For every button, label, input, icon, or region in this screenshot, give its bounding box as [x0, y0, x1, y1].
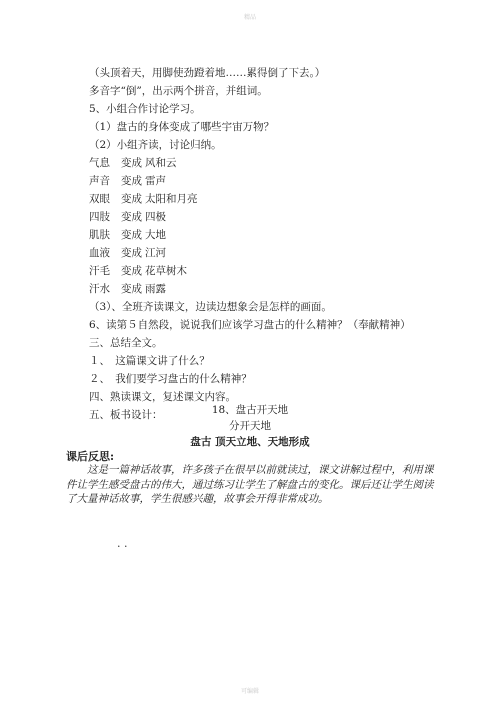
verb: 变成: [121, 157, 142, 169]
transformation-row: [89, 174, 166, 188]
body-part: 肌肤: [89, 229, 110, 241]
board-title: 18、盘古开天地: [211, 404, 289, 416]
result: 雨露: [145, 283, 166, 295]
text-line-polyphone: 多音字“倒”，出示两个拼音，并组词。: [89, 85, 268, 97]
body-part: 声音: [89, 175, 110, 187]
body-part: 血液: [89, 247, 110, 259]
text-line-step5: 5、小组合作讨论学习。: [89, 103, 201, 115]
text-line-step6: 6、读第５自然段，说说我们应该学习盘古的什么精神？（奉献精神）: [89, 319, 411, 331]
text-line-quote: （头顶着天，用脚使劲蹬着地……累得倒了下去。）: [89, 67, 326, 79]
verb: 变成: [121, 211, 142, 223]
section-heading-retell: 四、熟读课文，复述课文内容。: [89, 391, 236, 403]
result: 花草树木: [145, 265, 187, 277]
result: 大地: [145, 229, 166, 241]
transformation-row: [89, 156, 177, 170]
trailing-dots: . .: [117, 537, 128, 550]
verb: 变成: [121, 283, 142, 295]
body-part: 双眼: [89, 193, 110, 205]
body-part: 气息: [89, 157, 110, 169]
text-line-question1: （1）盘古的身体变成了哪些宇宙万物？: [89, 121, 275, 133]
board-line-2: 分开天地: [229, 420, 271, 432]
result: 雷声: [145, 175, 166, 187]
verb: 变成: [121, 193, 142, 205]
transformation-row: [89, 210, 166, 224]
reflection-text: 这是一篇神话故事，许多孩子在很早以前就读过，课文讲解过程中，利用课件让学生感受盘古的伟大，通过练习让学生了解盘古的变化。课后还让学生阅读了大量神话故事，学生很感兴趣，故事会开得非常成功。: [66, 464, 434, 505]
section-heading-summary: 三、总结全文。: [89, 337, 163, 349]
transformation-row: [89, 246, 166, 260]
result: 风和云: [145, 157, 177, 169]
verb: 变成: [121, 265, 142, 277]
header-watermark: 精品: [243, 14, 256, 21]
transformation-row: [89, 228, 166, 242]
result: 四极: [145, 211, 166, 223]
text-line-read-aloud: （3）、全班齐读课文，边读边想象会是怎样的画面。: [89, 301, 332, 313]
verb: 变成: [121, 247, 142, 259]
summary-question-1: １、 这篇课文讲了什么？: [89, 355, 210, 367]
footer-watermark: 可编辑: [240, 688, 259, 695]
body-part: 四肢: [89, 211, 110, 223]
transformation-row: [89, 282, 166, 296]
transformation-row: [89, 192, 198, 206]
body-part: 汗毛: [89, 265, 110, 277]
section-heading-board: 五、板书设计：: [89, 409, 163, 421]
verb: 变成: [121, 229, 142, 241]
verb: 变成: [121, 175, 142, 187]
body-part: 汗水: [89, 283, 110, 295]
board-line-3: 盘古 顶天立地、天地形成: [190, 436, 310, 448]
text-line-question2: （2）小组齐读，讨论归纳。: [89, 139, 222, 151]
reflection-title: 课后反思:: [66, 450, 115, 463]
result: 江河: [145, 247, 166, 259]
result: 太阳和月亮: [145, 193, 198, 205]
summary-question-2: ２、 我们要学习盘古的什么精神？: [89, 373, 252, 385]
transformation-row: [89, 264, 187, 278]
